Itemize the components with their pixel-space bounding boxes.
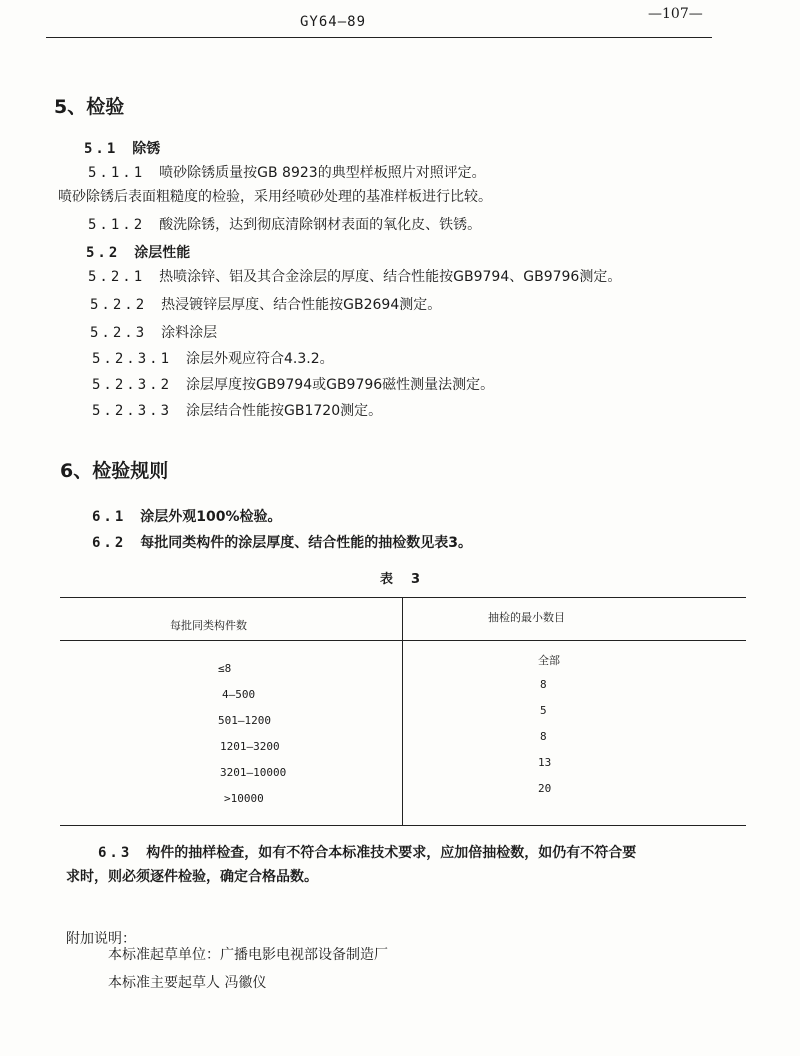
- standard-code: GY64—89: [300, 14, 367, 30]
- clause-text: 喷砂除锈质量按GB 8923的典型样板照片对照评定。: [159, 165, 486, 181]
- clause-number: 5.2.3.2: [92, 377, 173, 393]
- table-column-divider: [402, 597, 403, 825]
- clause-title: 除锈: [132, 141, 161, 157]
- clause-5-2-3: [90, 322, 217, 342]
- section-6-heading: 6、检验规则: [60, 460, 169, 482]
- table-cell-sample: 全部: [538, 654, 560, 667]
- clause-number: 5.2: [86, 245, 121, 261]
- clause-number: 5.1.2: [88, 217, 146, 233]
- clause-5-1-1-continued: 喷砂除锈后表面粗糙度的检验，采用经喷砂处理的基准样板进行比较。: [58, 189, 492, 205]
- clause-text: 涂层厚度按GB9794或GB9796磁性测量法测定。: [186, 377, 495, 393]
- clause-5-2-3-3: [92, 400, 382, 420]
- table-cell-count: 3201—10000: [220, 766, 287, 779]
- clause-text: 涂层结合性能按GB1720测定。: [186, 403, 383, 419]
- table-cell-sample: 13: [538, 756, 552, 769]
- subsection-5-2-heading: [86, 242, 190, 262]
- clause-5-2-1: [88, 266, 621, 286]
- table-top-rule: [60, 597, 746, 598]
- table-cell-sample: 5: [540, 704, 547, 717]
- table-cell-count: 4—500: [222, 688, 256, 701]
- clause-number: 5.1.1: [88, 165, 146, 181]
- clause-6-1: [92, 506, 282, 526]
- clause-6-3: [98, 842, 636, 862]
- clause-title: 涂层性能: [134, 245, 191, 261]
- clause-5-1-1: [88, 162, 486, 182]
- table-cell-sample: 8: [540, 678, 547, 691]
- clause-number: 5.2.3: [90, 325, 148, 341]
- clause-text: 每批同类构件的涂层厚度、结合性能的抽检数见表3。: [140, 535, 473, 551]
- table-bottom-rule: [60, 825, 746, 826]
- clause-number: 5.2.3.3: [92, 403, 173, 419]
- clause-text: 涂层外观应符合4.3.2。: [186, 351, 334, 367]
- clause-text: 构件的抽样检查，如有不符合本标准技术要求，应加倍抽检数，如仍有不符合要: [146, 845, 637, 861]
- table-cell-count: >10000: [224, 792, 264, 805]
- clause-6-3-continued: 求时，则必须逐件检验，确定合格品数。: [66, 869, 318, 885]
- table-cell-count: 501—1200: [218, 714, 271, 727]
- table-header-count: 每批同类构件数: [170, 619, 247, 632]
- notes-drafter: 本标准主要起草人 冯徽仪: [108, 975, 267, 991]
- clause-5-1-2: [88, 214, 481, 234]
- table-cell-sample: 20: [538, 782, 552, 795]
- clause-number: 6.2: [92, 535, 127, 551]
- clause-6-2: [92, 532, 472, 552]
- clause-text: 热喷涂锌、铝及其合金涂层的厚度、结合性能按GB9794、GB9796测定。: [159, 269, 622, 285]
- table-header-sample: 抽检的最小数目: [488, 611, 565, 624]
- clause-5-2-3-2: [92, 374, 494, 394]
- clause-text: 热浸镀锌层厚度、结合性能按GB2694测定。: [161, 297, 442, 313]
- clause-5-2-3-1: [92, 348, 334, 368]
- header-rule: [46, 37, 712, 38]
- table-header-rule: [60, 640, 746, 641]
- table-cell-count: ≤8: [218, 662, 232, 675]
- clause-number: 5.1: [84, 141, 119, 157]
- clause-text: 涂料涂层: [161, 325, 218, 341]
- clause-text: 酸洗除锈，达到彻底清除钢材表面的氧化皮、铁锈。: [159, 217, 482, 233]
- table-cell-sample: 8: [540, 730, 547, 743]
- notes-title: 附加说明：: [66, 931, 136, 947]
- table-cell-count: 1201—3200: [220, 740, 280, 753]
- clause-number: 6.3: [98, 845, 133, 861]
- clause-number: 5.2.2: [90, 297, 148, 313]
- page-number: —107—: [648, 6, 703, 22]
- clause-text: 涂层外观100%检验。: [140, 509, 282, 525]
- clause-number: 6.1: [92, 509, 127, 525]
- section-5-heading: 5、检验: [54, 96, 125, 118]
- notes-drafting-unit: 本标准起草单位：广播电影电视部设备制造厂: [108, 947, 388, 963]
- clause-5-2-2: [90, 294, 441, 314]
- clause-number: 5.2.1: [88, 269, 146, 285]
- subsection-5-1-heading: [84, 138, 160, 158]
- clause-number: 5.2.3.1: [92, 351, 173, 367]
- table-caption: 表3: [380, 572, 439, 587]
